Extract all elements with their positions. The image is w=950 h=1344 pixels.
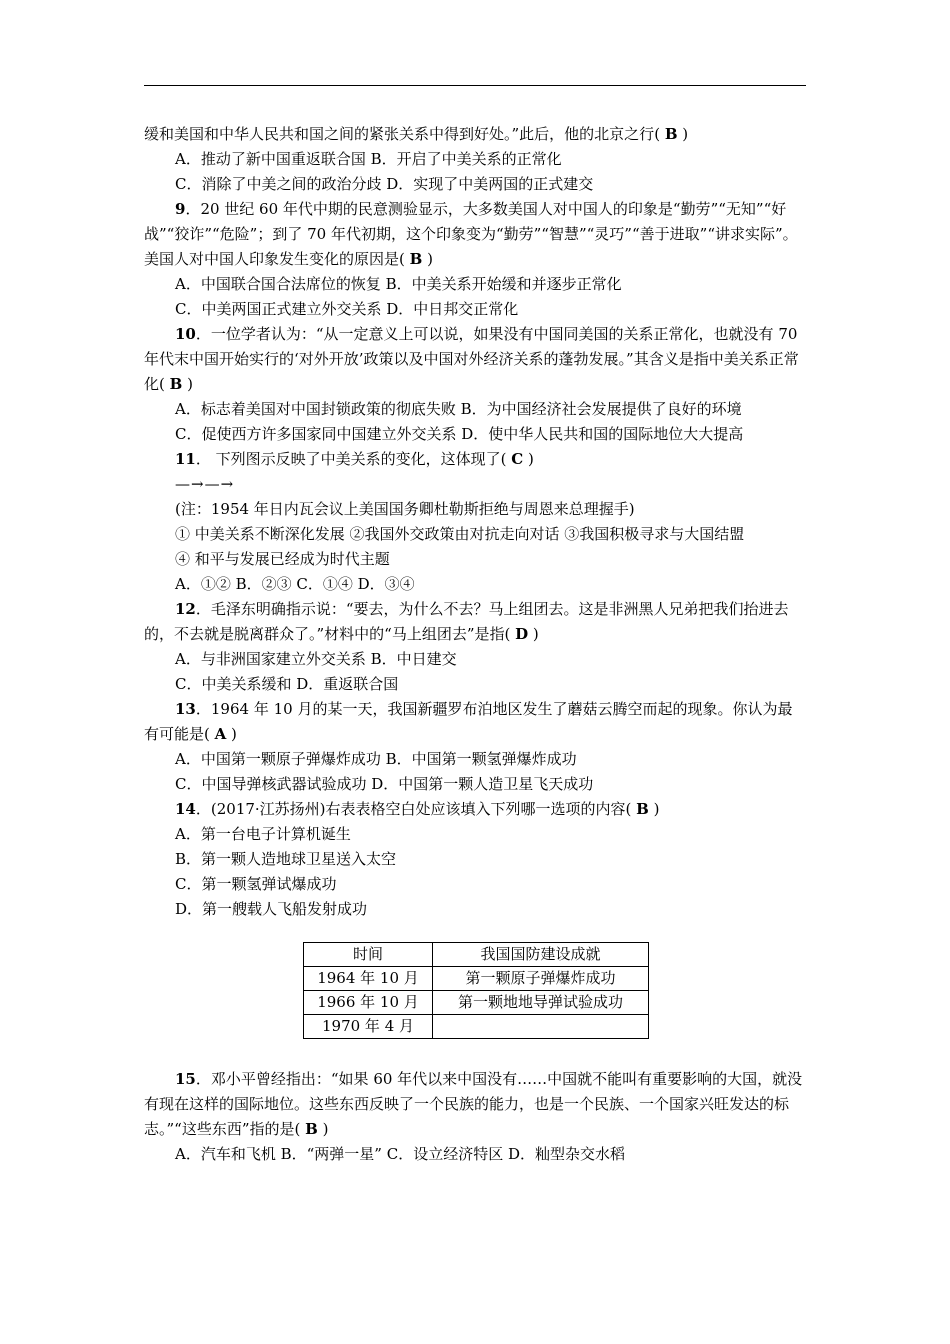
q12-options-cd: C．中美关系缓和 D．重返联合国 — [175, 675, 399, 693]
q13-answer: A — [214, 725, 227, 743]
q10-options-ab: A．标志着美国对中国封锁政策的彻底失败 B．为中国经济社会发展提供了良好的环境 — [175, 400, 742, 418]
table-row — [304, 967, 649, 991]
table-cell: 1964 年 10 月 — [304, 967, 433, 991]
q9-answer: B — [409, 250, 423, 268]
q12-stem: 12．毛泽东明确指示说：“要去，为什么不去？马上组团去。这是非洲黑人兄弟把我们抬进去的，不去就是脱离群众了。”材料中的“马上组团去”是指( D ) — [144, 600, 789, 643]
table-cell: 1970 年 4 月 — [304, 1015, 433, 1039]
defense-table — [303, 942, 649, 1039]
q12-number: 12 — [175, 600, 196, 618]
q12-text: ．毛泽东明确指示说：“要去，为什么不去？马上组团去。这是非洲黑人兄弟把我们抬进去的，不去就是脱离群众了。”材料中的“马上组团去”是指 — [144, 600, 789, 643]
q13-text: ．1964 年 10 月的某一天，我国新疆罗布泊地区发生了蘑菇云腾空而起的现象。你认为最有可能是 — [144, 700, 793, 743]
q15-answer: B — [305, 1120, 318, 1138]
q13-options-cd: C．中国导弹核武器试验成功 D．中国第一颗人造卫星飞天成功 — [175, 775, 594, 793]
q10-text: ．一位学者认为：“从一定意义上可以说，如果没有中国同美国的关系正常化，也就没有 70 年代末中国开始实行的‘对外开放’政策以及中国对外经济关系的蓬勃发展。”其含义是指中美关系正常化 — [144, 325, 799, 393]
document-body — [144, 122, 806, 1167]
table-cell: 1966 年 10 月 — [304, 991, 433, 1015]
q11-text: ． 下列图示反映了中美关系的变化，这体现了 — [195, 450, 501, 468]
table-row — [304, 1015, 649, 1039]
table-cell: 第一颗原子弹爆炸成功 — [433, 967, 649, 991]
q13-options-ab: A．中国第一颗原子弹爆炸成功 B．中国第一颗氢弹爆炸成功 — [175, 750, 577, 768]
q13-number: 13 — [175, 700, 196, 718]
q12-options-ab: A．与非洲国家建立外交关系 B．中日建交 — [175, 650, 457, 668]
q14-answer: B — [636, 800, 649, 818]
q8-stem-tail: 缓和美国和中华人民共和国之间的紧张关系中得到好处。”此后，他的北京之行( B ) — [144, 125, 689, 143]
q11-answer: C — [511, 450, 524, 468]
q14-text: ．(2017·江苏扬州)右表表格空白处应该填入下列哪一选项的内容 — [195, 800, 626, 818]
q14-number: 14 — [175, 800, 196, 818]
q10-stem: 10．一位学者认为：“从一定意义上可以说，如果没有中国同美国的关系正常化，也就没有 70 年代末中国开始实行的‘对外开放’政策以及中国对外经济关系的蓬勃发展。”其含义是指中美关系正常化( B ) — [144, 325, 799, 393]
q9-text: ．20 世纪 60 年代中期的民意测验显示，大多数美国人对中国人的印象是“勤劳”“无知”“好战”“狡诈”“危险”；到了 70 年代初期，这个印象变为“勤劳”“智慧”“灵巧”“善于进取”“讲求实际”。美国人对中国人印象发生变化的原因是 — [144, 200, 798, 268]
q10-options-cd: C．促使西方许多国家同中国建立外交关系 D．使中华人民共和国的国际地位大大提高 — [175, 425, 744, 443]
q12-answer: D — [515, 625, 529, 643]
q14-option-d: D．第一艘载人飞船发射成功 — [175, 900, 368, 918]
q15-stem: 15．邓小平曾经指出：“如果 60 年代以来中国没有……中国就不能叫有重要影响的大国，就没有现在这样的国际地位。这些东西反映了一个民族的能力，也是一个民族、一个国家兴旺发达的标志。”“这些东西”指的是( B ) — [144, 1070, 803, 1138]
q8-options-cd: C．消除了中美之间的政治分歧 D．实现了中美两国的正式建交 — [175, 175, 594, 193]
spacer — [144, 1039, 806, 1067]
q15-number: 15 — [175, 1070, 196, 1088]
q11-note: (注：1954 年日内瓦会议上美国国务卿杜勒斯拒绝与周恩来总理握手) — [175, 500, 635, 518]
q11-diagram-arrows: —→—→ — [175, 475, 235, 493]
q10-number: 10 — [175, 325, 196, 343]
header-rule — [144, 85, 806, 86]
q9-number: 9 — [175, 200, 186, 218]
q14-option-a: A．第一台电子计算机诞生 — [175, 825, 351, 843]
q9-stem: 9．20 世纪 60 年代中期的民意测验显示，大多数美国人对中国人的印象是“勤劳”“无知”“好战”“狡诈”“危险”；到了 70 年代初期，这个印象变为“勤劳”“智慧”“灵巧”“善于进取”“讲求实际”。美国人对中国人印象发生变化的原因是( B ) — [144, 200, 798, 268]
q9-options-ab: A．中国联合国合法席位的恢复 B．中美关系开始缓和并逐步正常化 — [175, 275, 622, 293]
q13-stem: 13．1964 年 10 月的某一天，我国新疆罗布泊地区发生了蘑菇云腾空而起的现象。你认为最有可能是( A ) — [144, 700, 793, 743]
table-row — [304, 991, 649, 1015]
q14-option-c: C．第一颗氢弹试爆成功 — [175, 875, 337, 893]
table-header-cell: 我国国防建设成就 — [433, 943, 649, 967]
q11-statements-1: ① 中美关系不断深化发展 ②我国外交政策由对抗走向对话 ③我国积极寻求与大国结盟 — [175, 525, 745, 543]
q15-text: ．邓小平曾经指出：“如果 60 年代以来中国没有……中国就不能叫有重要影响的大国，就没有现在这样的国际地位。这些东西反映了一个民族的能力，也是一个民族、一个国家兴旺发达的标志。”“这些东西”指的是 — [144, 1070, 803, 1138]
q11-number: 11 — [175, 450, 196, 468]
q10-answer: B — [169, 375, 183, 393]
q11-choices: A．①② B．②③ C．①④ D．③④ — [175, 575, 415, 593]
q11-statements-2: ④ 和平与发展已经成为时代主题 — [175, 550, 390, 568]
q14-option-b: B．第一颗人造地球卫星送入太空 — [175, 850, 397, 868]
table-cell: 第一颗地地导弹试验成功 — [433, 991, 649, 1015]
table-header-cell: 时间 — [304, 943, 433, 967]
q8-stem-text: 缓和美国和中华人民共和国之间的紧张关系中得到好处。”此后，他的北京之行 — [144, 125, 655, 143]
table-header-row — [304, 943, 649, 967]
q8-options-ab: A．推动了新中国重返联合国 B．开启了中美关系的正常化 — [175, 150, 562, 168]
q14-stem: 14．(2017·江苏扬州)右表表格空白处应该填入下列哪一选项的内容( B ) — [175, 800, 660, 818]
q8-answer: B — [664, 125, 678, 143]
q9-options-cd: C．中美两国正式建立外交关系 D．中日邦交正常化 — [175, 300, 519, 318]
q15-options: A．汽车和飞机 B．“两弹一星” C．设立经济特区 D．籼型杂交水稻 — [175, 1145, 626, 1163]
table-cell-blank — [433, 1015, 649, 1039]
q11-stem: 11． 下列图示反映了中美关系的变化，这体现了( C ) — [175, 450, 534, 468]
